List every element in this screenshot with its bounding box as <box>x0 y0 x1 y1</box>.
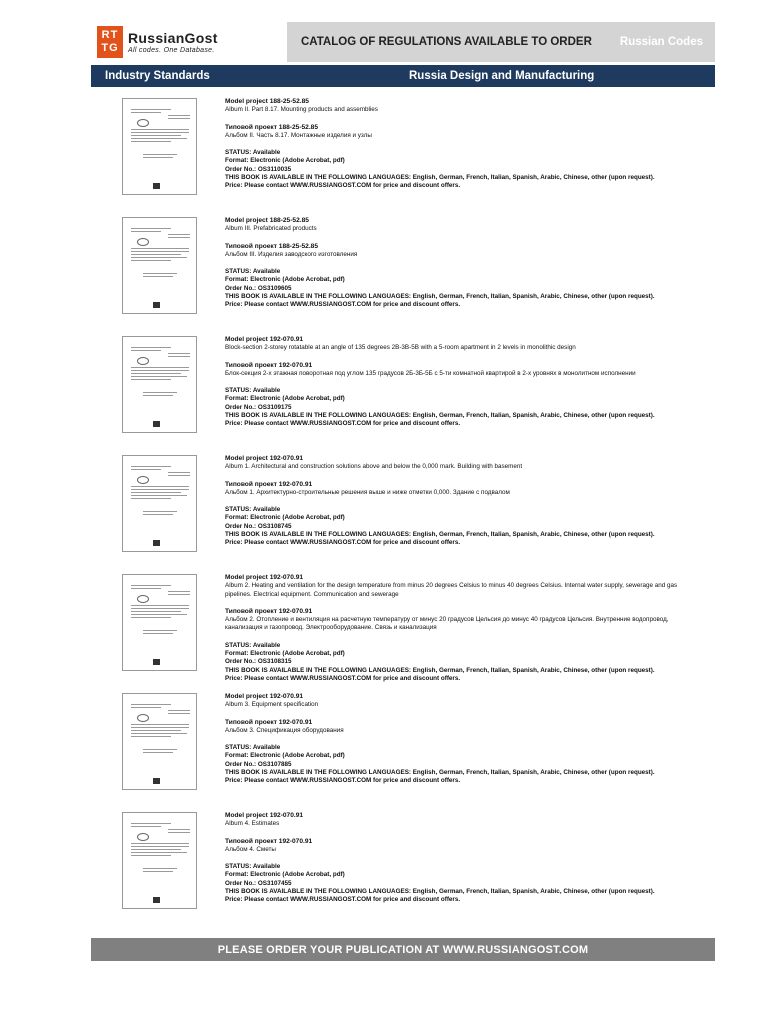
thumbnail-text-line <box>131 498 171 499</box>
thumbnail-text-line <box>143 871 173 872</box>
catalog-title: CATALOG OF REGULATIONS AVAILABLE TO ORDER <box>301 36 592 48</box>
document-cover-thumbnail[interactable] <box>122 812 197 909</box>
emblem-icon <box>137 238 149 246</box>
description-ru: Блок-секция 2-х этажная поворотная под углом 135 градусов 2Б-3Б-5Б с 5-ти комнатной квартирой в 2-х уровнях в монолитном исполнении <box>225 369 636 377</box>
catalog-entry <box>0 693 768 808</box>
thumbnail-text-line <box>143 752 173 753</box>
model-title-ru: Типовой проект 192-070.91 <box>225 361 313 369</box>
publisher-mark-icon <box>153 183 160 189</box>
thumbnail-text-line <box>168 115 190 116</box>
document-cover-thumbnail[interactable] <box>122 336 197 433</box>
thumbnail-text-line <box>131 846 189 847</box>
thumbnail-text-line <box>143 273 177 274</box>
thumbnail-text-line <box>143 868 177 869</box>
order-number[interactable]: Order No.: OS3110035 <box>225 165 292 173</box>
description-ru: Альбом 2. Отопление и вентиляция на расчетную температуру от минус 20 градусов Цельсия до минус 40 градусов Цельсия. Внутренние водопровод, канализация и газопровод. Электрооборудование. Связь и канализация <box>225 616 669 632</box>
document-cover-thumbnail[interactable] <box>122 217 197 314</box>
thumbnail-text-line <box>143 514 173 515</box>
order-number[interactable]: Order No.: OS3108745 <box>225 522 292 530</box>
thumbnail-text-line <box>143 633 173 634</box>
publisher-mark-icon <box>153 897 160 903</box>
thumbnail-text-line <box>131 611 181 612</box>
format-text: Format: Electronic (Adobe Acrobat, pdf) <box>225 276 345 284</box>
thumbnail-text-line <box>131 823 171 824</box>
thumbnail-text-line <box>131 129 189 130</box>
languages-text: THIS BOOK IS AVAILABLE IN THE FOLLOWING LANGUAGES: English, German, French, Italian, Spanish, Arabic, Chinese, other (upon request). <box>225 769 655 777</box>
description-en: Album III. Prefabricated products <box>225 225 317 233</box>
footer-text: PLEASE ORDER YOUR PUBLICATION AT WWW.RUSSIANGOST.COM <box>217 943 589 956</box>
languages-text: THIS BOOK IS AVAILABLE IN THE FOLLOWING LANGUAGES: English, German, French, Italian, Spanish, Arabic, Chinese, other (upon request). <box>225 293 655 301</box>
description-en: Album 3. Equipment specification <box>225 701 319 709</box>
model-title-en: Model project 192-070.91 <box>225 812 304 819</box>
publisher-mark-icon <box>153 302 160 308</box>
languages-text: THIS BOOK IS AVAILABLE IN THE FOLLOWING LANGUAGES: English, German, French, Italian, Spanish, Arabic, Chinese, other (upon request). <box>225 412 655 420</box>
emblem-icon <box>137 714 149 722</box>
thumbnail-text-line <box>168 594 190 595</box>
thumbnail-text-line <box>131 588 161 589</box>
thumbnail-text-line <box>131 109 171 110</box>
thumbnail-text-line <box>131 486 189 487</box>
logo-mark-top: RT <box>101 29 119 41</box>
thumbnail-text-line <box>131 228 171 229</box>
description-ru: Альбом 1. Архитектурно-строительные решения выше и ниже отметки 0,000. Здание с подвалом <box>225 488 510 496</box>
model-title-en: Model project 192-070.91 <box>225 336 304 343</box>
description-ru: Альбом III. Изделия заводского изготовления <box>225 250 358 258</box>
thumbnail-text-line <box>131 727 189 728</box>
thumbnail-text-line <box>168 832 190 833</box>
thumbnail-text-line <box>131 141 171 142</box>
description-en: Album II. Part 8.17. Mounting products and assemblies <box>225 106 378 114</box>
description-en: Album 1. Architectural and construction solutions above and below the 0,000 mark. Building with basement <box>225 463 523 471</box>
entry-details <box>225 336 695 429</box>
thumbnail-text-line <box>143 749 177 750</box>
languages-text: THIS BOOK IS AVAILABLE IN THE FOLLOWING LANGUAGES: English, German, French, Italian, Spanish, Arabic, Chinese, other (upon request). <box>225 531 655 539</box>
price-text: Price: Please contact WWW.RUSSIANGOST.COM for price and discount offers. <box>225 777 461 785</box>
publisher-mark-icon <box>153 659 160 665</box>
thumbnail-text-line <box>168 591 190 592</box>
thumbnail-text-line <box>131 855 171 856</box>
thumbnail-text-line <box>131 367 189 368</box>
status-text: STATUS: Available <box>225 387 281 395</box>
thumbnail-text-line <box>131 724 189 725</box>
thumbnail-text-line <box>168 829 190 830</box>
status-text: STATUS: Available <box>225 641 281 649</box>
order-number[interactable]: Order No.: OS3109605 <box>225 284 292 292</box>
catalog-entry <box>0 336 768 451</box>
description-ru: Альбом 3. Спецификация оборудования <box>225 726 344 734</box>
thumbnail-text-line <box>168 234 190 235</box>
thumbnail-text-line <box>143 395 173 396</box>
thumbnail-text-line <box>143 511 177 512</box>
section-bar <box>91 65 715 87</box>
format-text: Format: Electronic (Adobe Acrobat, pdf) <box>225 395 345 403</box>
thumbnail-text-line <box>131 469 161 470</box>
thumbnail-text-line <box>131 379 171 380</box>
thumbnail-text-line <box>131 489 189 490</box>
description-en: Block-section 2-storey rotatable at an angle of 135 degrees 2B-3B-5B with a 5-room apartment in 2 levels in monolithic design <box>225 344 576 352</box>
description-en: Album 2. Heating and ventilation for the design temperature from minus 20 degrees Celsius to minus 40 degrees Celsius. Internal water supply, sewerage and gas pipelines. Electrical equipment. Communication and sewerage <box>225 582 678 598</box>
thumbnail-text-line <box>131 736 171 737</box>
page-header <box>91 22 715 62</box>
thumbnail-text-line <box>131 231 161 232</box>
section-title: Industry Standards <box>105 70 210 82</box>
model-title-en: Model project 188-25-52.85 <box>225 98 309 105</box>
catalog-category: Russian Codes <box>619 36 703 48</box>
entry-details <box>225 455 695 548</box>
languages-text: THIS BOOK IS AVAILABLE IN THE FOLLOWING LANGUAGES: English, German, French, Italian, Spanish, Arabic, Chinese, other (upon request). <box>225 174 655 182</box>
format-text: Format: Electronic (Adobe Acrobat, pdf) <box>225 871 345 879</box>
thumbnail-text-line <box>131 605 189 606</box>
model-title-ru: Типовой проект 192-070.91 <box>225 718 313 726</box>
thumbnail-text-line <box>131 347 171 348</box>
document-cover-thumbnail[interactable] <box>122 693 197 790</box>
logo-mark-bottom: TG <box>101 42 119 54</box>
order-number[interactable]: Order No.: OS3107455 <box>225 879 292 887</box>
thumbnail-text-line <box>168 237 190 238</box>
document-cover-thumbnail[interactable] <box>122 455 197 552</box>
thumbnail-text-line <box>131 254 181 255</box>
thumbnail-text-line <box>131 370 189 371</box>
thumbnail-text-line <box>131 373 181 374</box>
publisher-mark-icon <box>153 778 160 784</box>
thumbnail-text-line <box>131 849 181 850</box>
catalog-entry <box>0 217 768 332</box>
thumbnail-text-line <box>131 852 187 853</box>
thumbnail-text-line <box>131 132 189 133</box>
thumbnail-text-line <box>131 608 189 609</box>
entry-details <box>225 98 695 191</box>
catalog-entry <box>0 98 768 213</box>
thumbnail-text-line <box>131 112 161 113</box>
format-text: Format: Electronic (Adobe Acrobat, pdf) <box>225 752 345 760</box>
order-number[interactable]: Order No.: OS3107885 <box>225 760 292 768</box>
entry-details <box>225 217 695 310</box>
thumbnail-text-line <box>131 733 187 734</box>
thumbnail-text-line <box>168 472 190 473</box>
publisher-mark-icon <box>153 540 160 546</box>
section-subtitle: Russia Design and Manufacturing <box>409 70 595 82</box>
thumbnail-text-line <box>143 630 177 631</box>
model-title-ru: Типовой проект 188-25-52.85 <box>225 242 319 250</box>
thumbnail-text-line <box>131 138 187 139</box>
model-title-en: Model project 192-070.91 <box>225 574 304 581</box>
thumbnail-text-line <box>168 118 190 119</box>
thumbnail-text-line <box>168 713 190 714</box>
emblem-icon <box>137 476 149 484</box>
catalog-entry <box>0 455 768 570</box>
thumbnail-text-line <box>131 585 171 586</box>
thumbnail-text-line <box>131 466 171 467</box>
model-title-ru: Типовой проект 188-25-52.85 <box>225 123 319 131</box>
thumbnail-text-line <box>131 135 181 136</box>
thumbnail-text-line <box>143 276 173 277</box>
thumbnail-text-line <box>131 350 161 351</box>
format-text: Format: Electronic (Adobe Acrobat, pdf) <box>225 650 345 658</box>
thumbnail-text-line <box>131 843 189 844</box>
thumbnail-text-line <box>131 248 189 249</box>
emblem-icon <box>137 833 149 841</box>
status-text: STATUS: Available <box>225 744 281 752</box>
thumbnail-text-line <box>168 353 190 354</box>
entry-details <box>225 693 695 786</box>
model-title-ru: Типовой проект 192-070.91 <box>225 480 313 488</box>
thumbnail-text-line <box>131 617 171 618</box>
document-cover-thumbnail[interactable] <box>122 98 197 195</box>
price-text: Price: Please contact WWW.RUSSIANGOST.COM for price and discount offers. <box>225 896 461 904</box>
price-text: Price: Please contact WWW.RUSSIANGOST.COM for price and discount offers. <box>225 539 461 547</box>
price-text: Price: Please contact WWW.RUSSIANGOST.COM for price and discount offers. <box>225 420 461 428</box>
thumbnail-text-line <box>168 710 190 711</box>
status-text: STATUS: Available <box>225 268 281 276</box>
model-title-en: Model project 192-070.91 <box>225 693 304 700</box>
catalog-entry <box>0 574 768 689</box>
publisher-mark-icon <box>153 421 160 427</box>
emblem-icon <box>137 357 149 365</box>
format-text: Format: Electronic (Adobe Acrobat, pdf) <box>225 514 345 522</box>
catalog-title-bar <box>287 22 715 62</box>
model-title-en: Model project 188-25-52.85 <box>225 217 309 224</box>
logo-name: RussianGost <box>128 29 218 46</box>
thumbnail-text-line <box>131 614 187 615</box>
thumbnail-text-line <box>143 392 177 393</box>
format-text: Format: Electronic (Adobe Acrobat, pdf) <box>225 157 345 165</box>
thumbnail-text-line <box>131 730 181 731</box>
emblem-icon <box>137 119 149 127</box>
description-en: Album 4. Estimates <box>225 820 280 828</box>
model-title-ru: Типовой проект 192-070.91 <box>225 837 313 845</box>
logo-mark <box>97 26 123 58</box>
price-text: Price: Please contact WWW.RUSSIANGOST.COM for price and discount offers. <box>225 674 461 682</box>
thumbnail-text-line <box>168 475 190 476</box>
model-title-ru: Типовой проект 192-070.91 <box>225 607 313 615</box>
status-text: STATUS: Available <box>225 506 281 514</box>
order-number[interactable]: Order No.: OS3109175 <box>225 403 292 411</box>
price-text: Price: Please contact WWW.RUSSIANGOST.COM for price and discount offers. <box>225 301 461 309</box>
thumbnail-text-line <box>131 260 171 261</box>
thumbnail-text-line <box>143 154 177 155</box>
logo-text <box>128 31 218 54</box>
thumbnail-text-line <box>131 257 187 258</box>
catalog-entry <box>0 812 768 927</box>
thumbnail-text-line <box>143 157 173 158</box>
description-ru: Альбом 4. Сметы <box>225 845 276 853</box>
status-text: STATUS: Available <box>225 863 281 871</box>
order-number[interactable]: Order No.: OS3108315 <box>225 658 292 666</box>
thumbnail-text-line <box>131 492 181 493</box>
entry-details <box>225 812 695 905</box>
price-text: Price: Please contact WWW.RUSSIANGOST.COM for price and discount offers. <box>225 182 461 190</box>
languages-text: THIS BOOK IS AVAILABLE IN THE FOLLOWING LANGUAGES: English, German, French, Italian, Spanish, Arabic, Chinese, other (upon request). <box>225 666 655 674</box>
thumbnail-text-line <box>168 356 190 357</box>
entry-details <box>225 574 695 683</box>
thumbnail-text-line <box>131 376 187 377</box>
description-ru: Альбом II. Часть 8.17. Монтажные изделия и узлы <box>225 131 372 139</box>
thumbnail-text-line <box>131 707 161 708</box>
languages-text: THIS BOOK IS AVAILABLE IN THE FOLLOWING LANGUAGES: English, German, French, Italian, Spanish, Arabic, Chinese, other (upon request). <box>225 888 655 896</box>
thumbnail-text-line <box>131 251 189 252</box>
status-text: STATUS: Available <box>225 149 281 157</box>
emblem-icon <box>137 595 149 603</box>
thumbnail-text-line <box>131 826 161 827</box>
order-footer[interactable] <box>91 938 715 961</box>
thumbnail-text-line <box>131 704 171 705</box>
russiangost-logo[interactable] <box>91 22 287 62</box>
thumbnail-text-line <box>131 495 187 496</box>
logo-tagline: All codes. One Database. <box>128 46 215 54</box>
document-cover-thumbnail[interactable] <box>122 574 197 671</box>
model-title-en: Model project 192-070.91 <box>225 455 304 462</box>
